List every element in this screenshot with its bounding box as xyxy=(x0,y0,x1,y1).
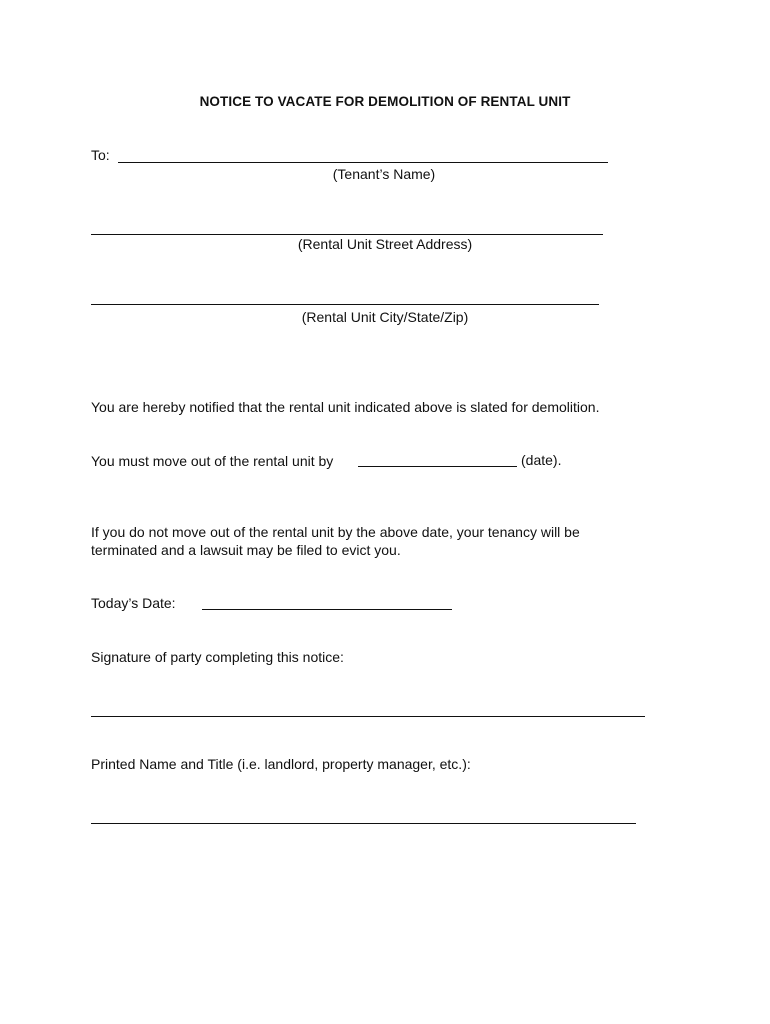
city-state-zip-field[interactable] xyxy=(91,304,599,305)
termination-line-2: terminated and a lawsuit may be filed to evict you. xyxy=(91,542,401,558)
document-title: NOTICE TO VACATE FOR DEMOLITION OF RENTAL UNIT xyxy=(199,94,571,109)
move-out-prefix: You must move out of the rental unit by xyxy=(91,453,334,469)
tenant-name-caption: (Tenant’s Name) xyxy=(332,166,436,182)
move-out-suffix: (date). xyxy=(521,452,562,468)
todays-date-field[interactable] xyxy=(202,609,452,610)
printed-name-field[interactable] xyxy=(91,823,636,824)
notice-sentence: You are hereby notified that the rental unit indicated above is slated for demolition. xyxy=(91,399,600,415)
street-address-caption: (Rental Unit Street Address) xyxy=(297,236,473,252)
move-out-date-field[interactable] xyxy=(358,466,517,467)
city-state-zip-caption: (Rental Unit City/State/Zip) xyxy=(301,309,469,325)
to-label: To: xyxy=(91,147,110,163)
tenant-name-field[interactable] xyxy=(118,162,608,163)
signature-label: Signature of party completing this notice: xyxy=(91,649,344,665)
street-address-field[interactable] xyxy=(91,234,603,235)
termination-line-1: If you do not move out of the rental unit by the above date, your tenancy will be xyxy=(91,524,580,540)
signature-field[interactable] xyxy=(91,716,645,717)
printed-name-label: Printed Name and Title (i.e. landlord, property manager, etc.): xyxy=(91,756,471,772)
todays-date-label: Today’s Date: xyxy=(91,595,176,611)
